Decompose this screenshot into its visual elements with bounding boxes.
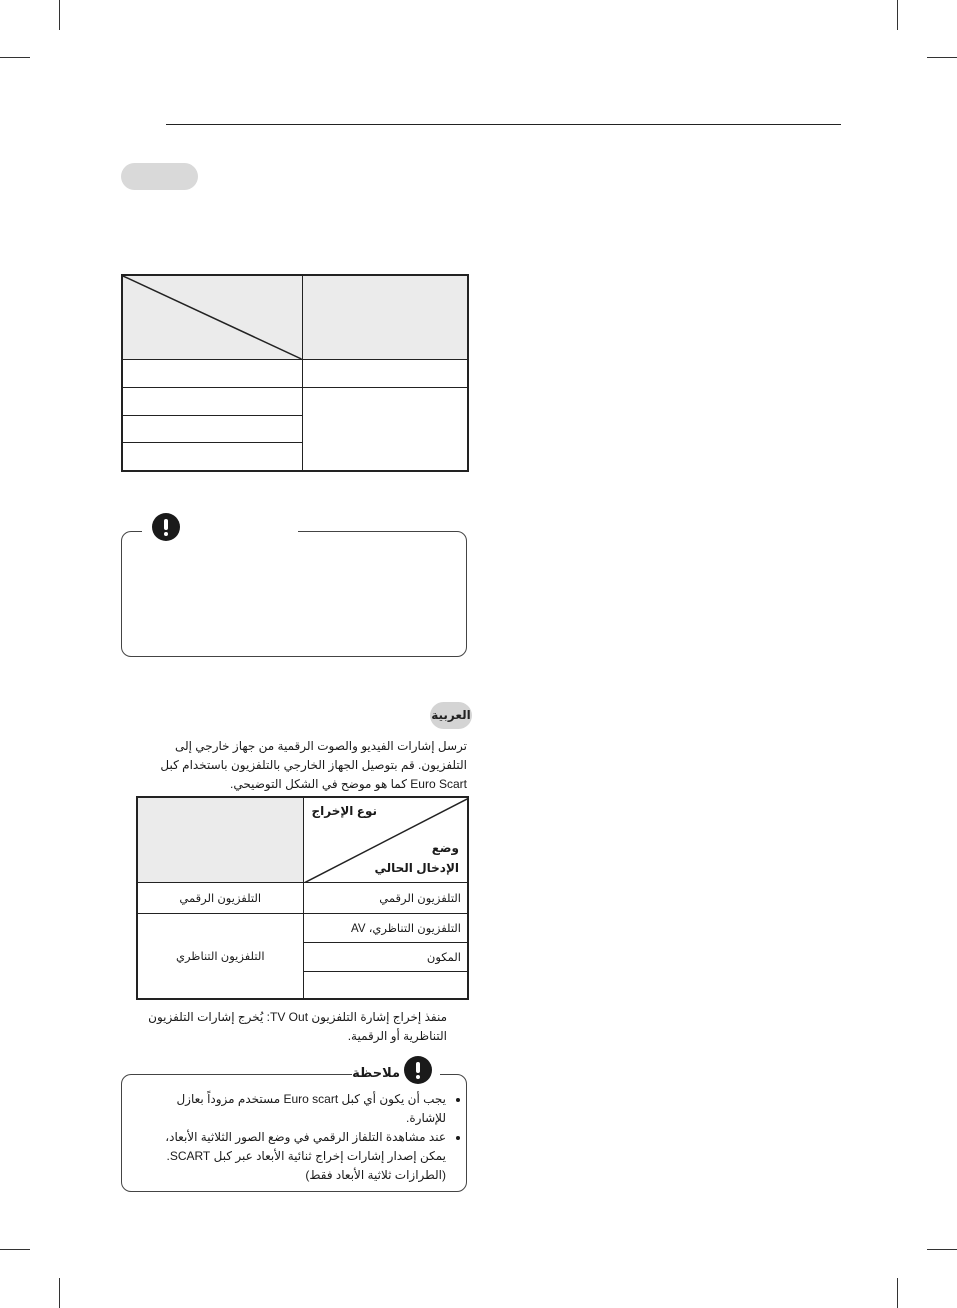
table-cell [122, 360, 302, 388]
intro-paragraph [150, 737, 467, 794]
table-cell [302, 360, 468, 388]
header-input-line: وضع [431, 841, 459, 855]
language-tab-blank [121, 163, 198, 190]
table-cell-output: التلفزيون الرقمي [137, 882, 303, 913]
header-output-type: نوع الإخراج [311, 804, 377, 818]
crop-mark [59, 0, 60, 30]
exclamation-icon [404, 1056, 432, 1084]
output-type-table [136, 796, 469, 1000]
header-cell [302, 275, 468, 360]
crop-mark [927, 1249, 957, 1250]
crop-mark [0, 57, 30, 58]
note-list [150, 1090, 460, 1185]
header-cell [137, 797, 303, 882]
note-title: ملاحظة [352, 1065, 400, 1080]
tv-out-line: منفذ إخراج إشارة التلفزيون TV Out: يُخرج إشارات التلفزيون [148, 1010, 447, 1024]
crop-mark [0, 1249, 30, 1250]
blank-output-table [121, 274, 469, 472]
diagonal-divider [123, 276, 302, 359]
note-item: • عند مشاهدة التلفاز الرقمي في وضع الصور الثلاثية الأبعاد، يمكن إصدار إشارات إخراج ثنائية الأبعاد عبر كبل SCART. (الطرازات ثلاثية الأبعاد فقط) [150, 1128, 446, 1185]
table-cell-output: التلفزيون التناظري [137, 913, 303, 999]
table-cell-input: التلفزيون الرقمي [303, 882, 468, 913]
language-tab-arabic: العربية [430, 702, 472, 729]
header-input-line: الإدخال الحالي [374, 861, 459, 875]
intro-line: ترسل إشارات الفيديو والصوت الرقمية من جهاز خارجي إلى [174, 739, 467, 753]
table-cell-input [303, 971, 468, 999]
exclamation-icon [152, 513, 180, 541]
header-rule [166, 124, 841, 125]
intro-line: Euro Scart كما هو موضح في الشكل التوضيحي. [230, 777, 467, 791]
diagonal-header-cell [303, 797, 468, 882]
crop-mark [927, 57, 957, 58]
note-item: • يجب أن يكون أي كبل Euro scart مستخدم مزوداً بعازل للإشارة. [150, 1090, 446, 1128]
table-cell [302, 388, 468, 471]
header-input-mode [374, 838, 459, 878]
table-cell [122, 416, 302, 443]
crop-mark [59, 1278, 60, 1308]
table-cell-input: التلفزيون التناظري، AV [303, 913, 468, 942]
tv-out-line: التناظرية أو الرقمية. [347, 1029, 447, 1043]
table-cell-input: المكون [303, 942, 468, 971]
table-cell [122, 443, 302, 471]
crop-mark [897, 0, 898, 30]
intro-line: التلفزيون. قم بتوصيل الجهاز الخارجي بالتلفزيون باستخدام كبل [160, 758, 467, 772]
diagonal-header-cell [122, 275, 302, 360]
crop-mark [897, 1278, 898, 1308]
note-box-blank [121, 531, 467, 657]
tv-out-note [140, 1008, 447, 1046]
table-cell [122, 388, 302, 416]
